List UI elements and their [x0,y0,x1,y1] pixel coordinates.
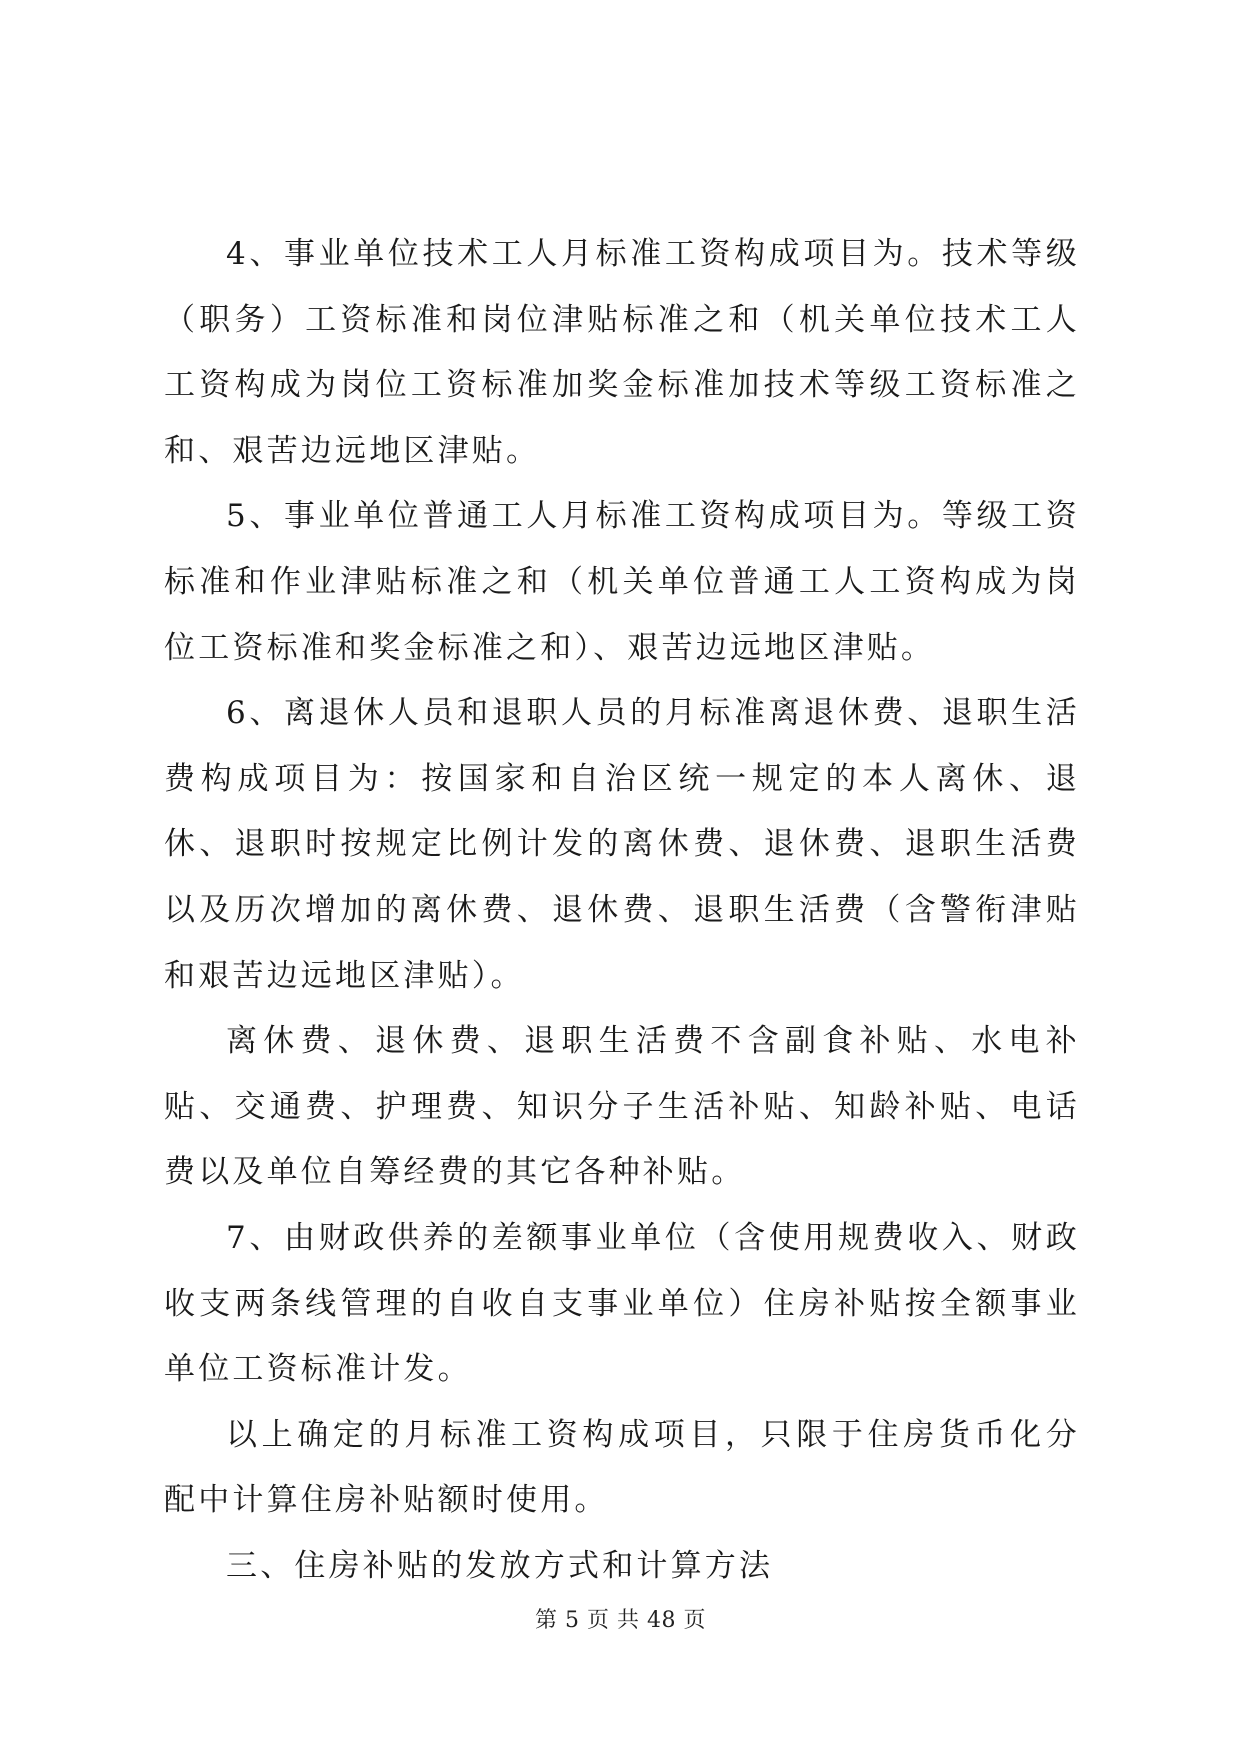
section-heading-3: 三、住房补贴的发放方式和计算方法 [226,1547,774,1584]
paragraph-retirement-exclusions: 离休费、退休费、退职生活费不含副食补贴、水电补贴、交通费、护理费、知识分子生活补贴、知龄补贴、电话费以及单位自筹经费的其它各种补贴。 [164,1023,1080,1191]
paragraph-usage-note: 以上确定的月标准工资构成项目，只限于住房货币化分配中计算住房补贴额时使用。 [164,1416,1080,1519]
paragraph-item-4: 4、事业单位技术工人月标准工资构成项目为。技术等级（职务）工资标准和岗位津贴标准之和（机关单位技术工人工资构成为岗位工资标准加奖金标准加技术等级工资标准之和、艰苦边远地区津贴。 [164,236,1080,469]
page-number-footer: 第 5 页 共 48 页 [535,1608,706,1633]
paragraph-item-7: 7、由财政供养的差额事业单位（含使用规费收入、财政收支两条线管理的自收自支事业单位）住房补贴按全额事业单位工资标准计发。 [164,1219,1080,1388]
paragraph-item-5: 5、事业单位普通工人月标准工资构成项目为。等级工资标准和作业津贴标准之和（机关单位普通工人工资构成为岗位工资标准和奖金标准之和）、艰苦边远地区津贴。 [164,498,1080,666]
paragraph-item-6: 6、离退休人员和退职人员的月标准离退休费、退职生活费构成项目为：按国家和自治区统一规定的本人离休、退休、退职时按规定比例计发的离休费、退休费、退职生活费以及历次增加的离休费、退休费、退职生活费（含警衔津贴和艰苦边远地区津贴）。 [164,695,1080,994]
document-body [164,222,1080,1599]
